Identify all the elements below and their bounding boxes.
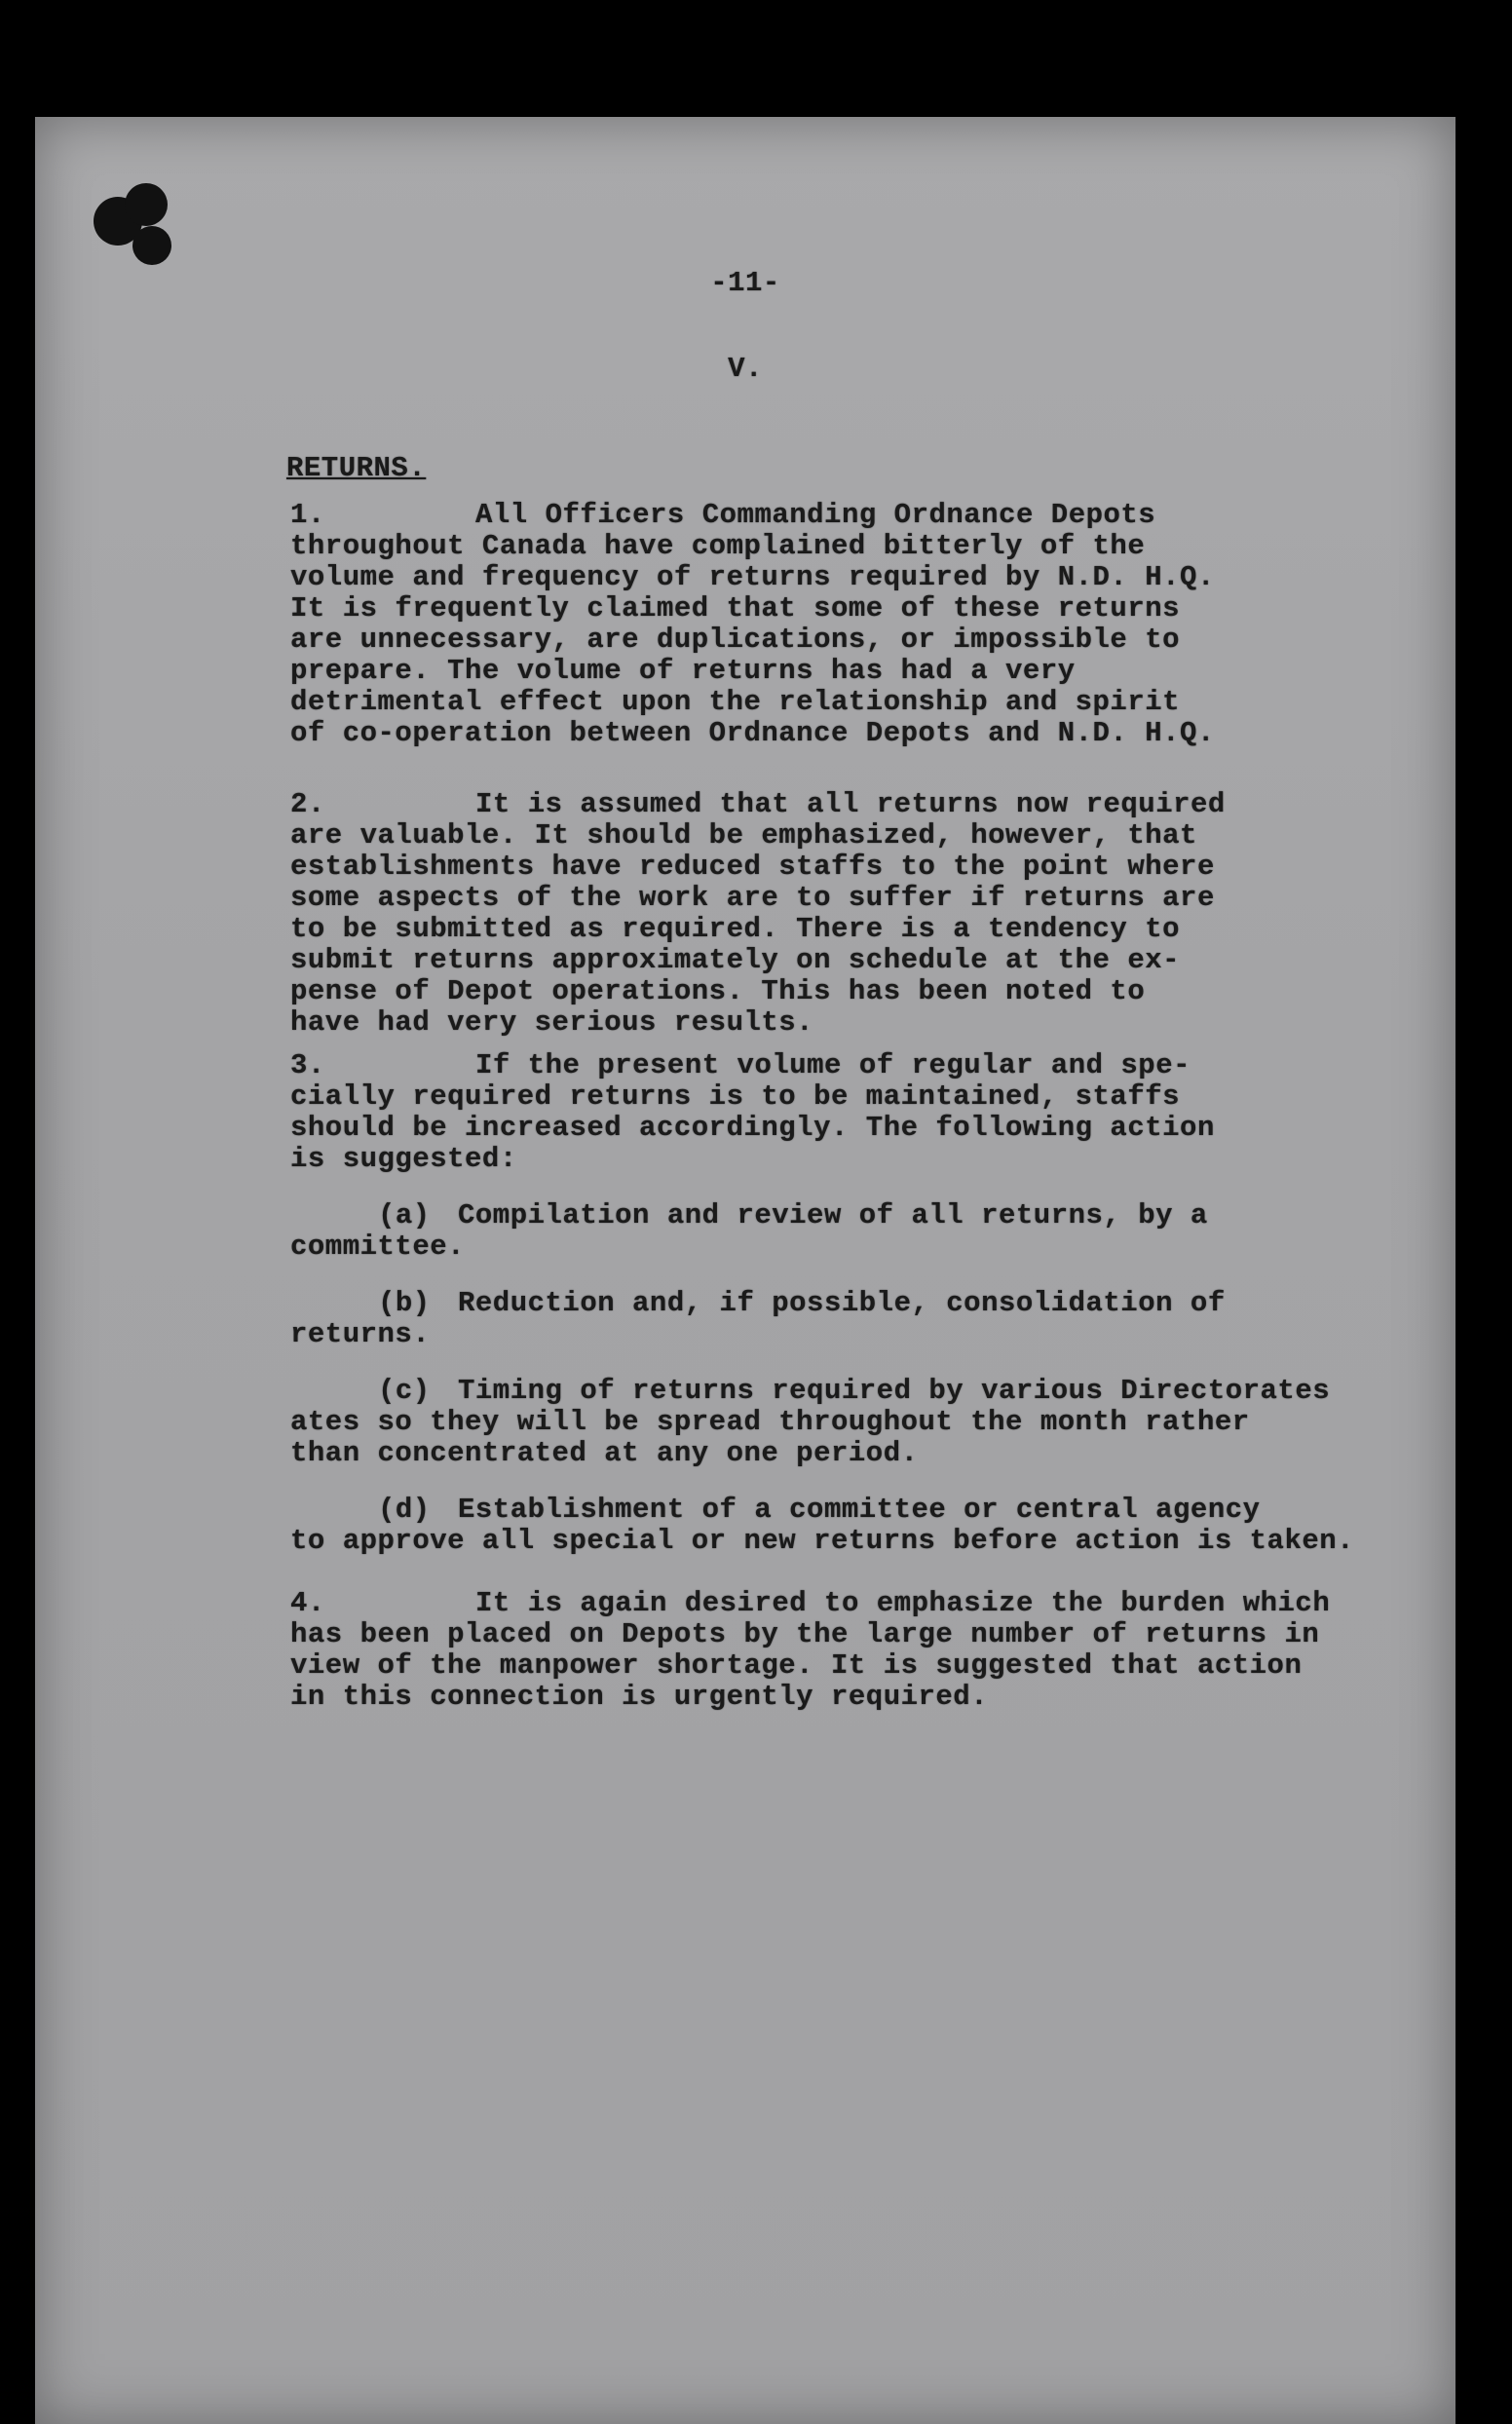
paragraph-3 (290, 1050, 1362, 1175)
paragraph-number: 2. (290, 788, 325, 820)
paragraph-line: are valuable. It should be emphasized, however, that (290, 819, 1197, 852)
suggestion-line: than concentrated at any one period. (290, 1437, 919, 1469)
paragraph-line: should be increased accordingly. The following action (290, 1112, 1215, 1144)
suggestion-line: Compilation and review of all returns, by a (458, 1199, 1208, 1231)
punch-hole (125, 183, 168, 226)
paragraph-line: It is frequently claimed that some of these returns (290, 592, 1181, 625)
paragraph-line: is suggested: (290, 1143, 517, 1175)
paragraph-1 (290, 500, 1362, 749)
suggestion-line: ates so they will be spread throughout the month rather (290, 1406, 1250, 1438)
paragraph-line: It is again desired to emphasize the burden which (475, 1587, 1331, 1619)
paragraph-line: pense of Depot operations. This has been noted to (290, 975, 1146, 1007)
suggestion-line: Reduction and, if possible, consolidation of (458, 1287, 1226, 1319)
paragraph-4 (290, 1588, 1362, 1713)
suggestion-line: returns. (290, 1318, 431, 1350)
paragraph-line: some aspects of the work are to suffer if returns are (290, 882, 1215, 914)
suggestion-b (290, 1288, 1362, 1350)
document-page (35, 117, 1455, 2424)
paragraph-line: It is assumed that all returns now required (475, 788, 1226, 820)
paragraph-line: of co-operation between Ordnance Depots and N.D. H.Q. (290, 717, 1215, 749)
paragraph-line: All Officers Commanding Ordnance Depots (475, 499, 1156, 531)
paragraph-number: 3. (290, 1049, 325, 1081)
paragraph-line: view of the manpower shortage. It is suggested that action (290, 1649, 1303, 1682)
paragraph-number: 4. (290, 1587, 325, 1619)
section-heading: RETURNS. (286, 452, 427, 484)
suggestion-marker: (b) (378, 1287, 431, 1319)
suggestion-c (290, 1376, 1362, 1469)
suggestion-marker: (d) (378, 1494, 431, 1526)
suggestion-line: to approve all special or new returns before action is taken. (290, 1525, 1355, 1557)
punch-hole (132, 226, 171, 265)
suggestion-d (290, 1495, 1362, 1557)
suggestion-line: committee. (290, 1231, 466, 1263)
paragraph-2 (290, 789, 1362, 1039)
paragraph-line: volume and frequency of returns required by N.D. H.Q. (290, 561, 1215, 593)
paragraph-line: in this connection is urgently required. (290, 1681, 989, 1713)
page-number: -11- (710, 267, 780, 299)
paragraph-line: to be submitted as required. There is a tendency to (290, 913, 1181, 945)
suggestion-line: Establishment of a committee or central agency (458, 1494, 1261, 1526)
paragraph-line: submit returns approximately on schedule at the ex- (290, 944, 1181, 976)
suggestion-a (290, 1200, 1362, 1263)
paragraph-line: detrimental effect upon the relationship and spirit (290, 686, 1181, 718)
paragraph-line: have had very serious results. (290, 1006, 814, 1039)
paragraph-number: 1. (290, 499, 325, 531)
paragraph-line: cially required returns is to be maintained, staffs (290, 1080, 1181, 1113)
suggestion-marker: (c) (378, 1375, 431, 1407)
paragraph-line: are unnecessary, are duplications, or impossible to (290, 624, 1181, 656)
suggestion-line: Timing of returns required by various Directorates (458, 1375, 1331, 1407)
suggestion-marker: (a) (378, 1199, 431, 1231)
paragraph-line: throughout Canada have complained bitterly of the (290, 530, 1146, 562)
paragraph-line: establishments have reduced staffs to the point where (290, 851, 1215, 883)
paragraph-line: has been placed on Depots by the large number of returns in (290, 1618, 1320, 1650)
paragraph-line: prepare. The volume of returns has had a very (290, 655, 1076, 687)
paragraph-line: If the present volume of regular and spe- (475, 1049, 1191, 1081)
section-number: V. (728, 353, 763, 385)
